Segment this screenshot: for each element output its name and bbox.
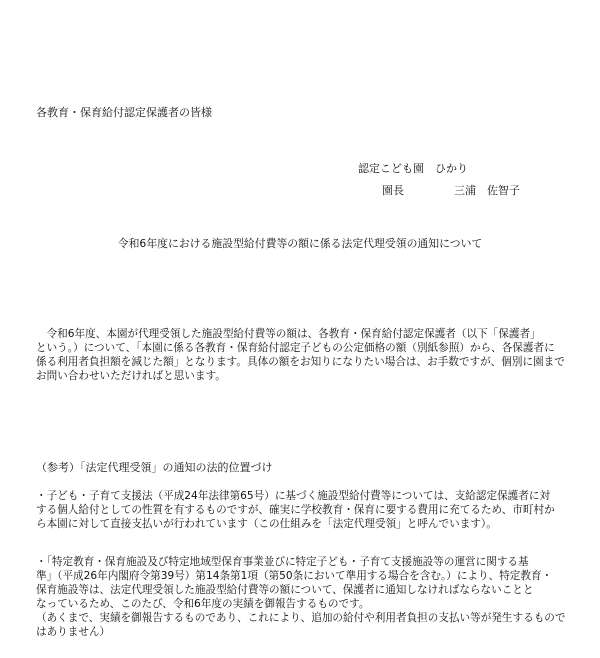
reference-heading: （参考）「法定代理受領」の通知の法的位置づけ xyxy=(36,461,273,474)
ref2-line: なっているため、このたび、令和6年度の実績を御報告するものです。 xyxy=(36,598,370,610)
body-paragraph xyxy=(36,327,565,383)
body-line: お問い合わせいただければと思います。 xyxy=(36,370,226,382)
ref2-line: （あくまで、実績を御報告するものであり、これにより、追加の給付や利用者負担の支払い等が発生するもので xyxy=(36,612,566,624)
ref2-line: 準」（平成26年内閣府令第39号）第14条第1項（第50条において準用する場合を含む。）により、特定教育・ xyxy=(36,570,553,582)
reference-item-1 xyxy=(36,489,555,531)
ref2-line: ・「特定教育・保育施設及び特定地域型保育事業並びに特定子ども・子育て支援施設等の運営に関する基 xyxy=(36,556,529,568)
sender-title: 園長 xyxy=(382,184,404,197)
ref2-line: 保育施設等は、法定代理受領した施設型給付費等の額について、保護者に通知しなければならないことと xyxy=(36,584,534,596)
sender-name: 三浦 佐智子 xyxy=(454,184,520,197)
notice-title: 令和6年度における施設型給付費等の額に係る法定代理受領の通知について xyxy=(117,237,483,250)
ref1-line: する個人給付としての性質を有するものですが、確実に学校教育・保育に要する費用に充てるため、市町村か xyxy=(36,504,555,516)
sender-org: 認定こども園 ひかり xyxy=(358,162,468,175)
ref1-line: ら本園に対して直接支払いが行われています（この仕組みを「法定代理受領」と呼んでいます）。 xyxy=(36,518,497,530)
ref2-line: はありません） xyxy=(36,626,111,638)
body-line: という。）について、「本園に係る各教育・保育給付認定子どもの公定価格の額（別紙参照）から、各保護者に xyxy=(36,342,555,354)
reference-item-2 xyxy=(36,555,565,639)
addressee: 各教育・保育給付認定保護者の皆様 xyxy=(36,106,212,119)
body-line: 令和6年度、本園が代理受領した施設型給付費等の額は、各教育・保育給付認定保護者（以下「保護者」 xyxy=(36,328,541,340)
body-line: 係る利用者負担額を減じた額」となります。具体の額をお知りになりたい場合は、お手数ですが、個別に園まで xyxy=(36,356,565,368)
ref1-line: ・子ども・子育て支援法（平成24年法律第65号）に基づく施設型給付費等については、支給認定保護者に対 xyxy=(36,490,551,502)
